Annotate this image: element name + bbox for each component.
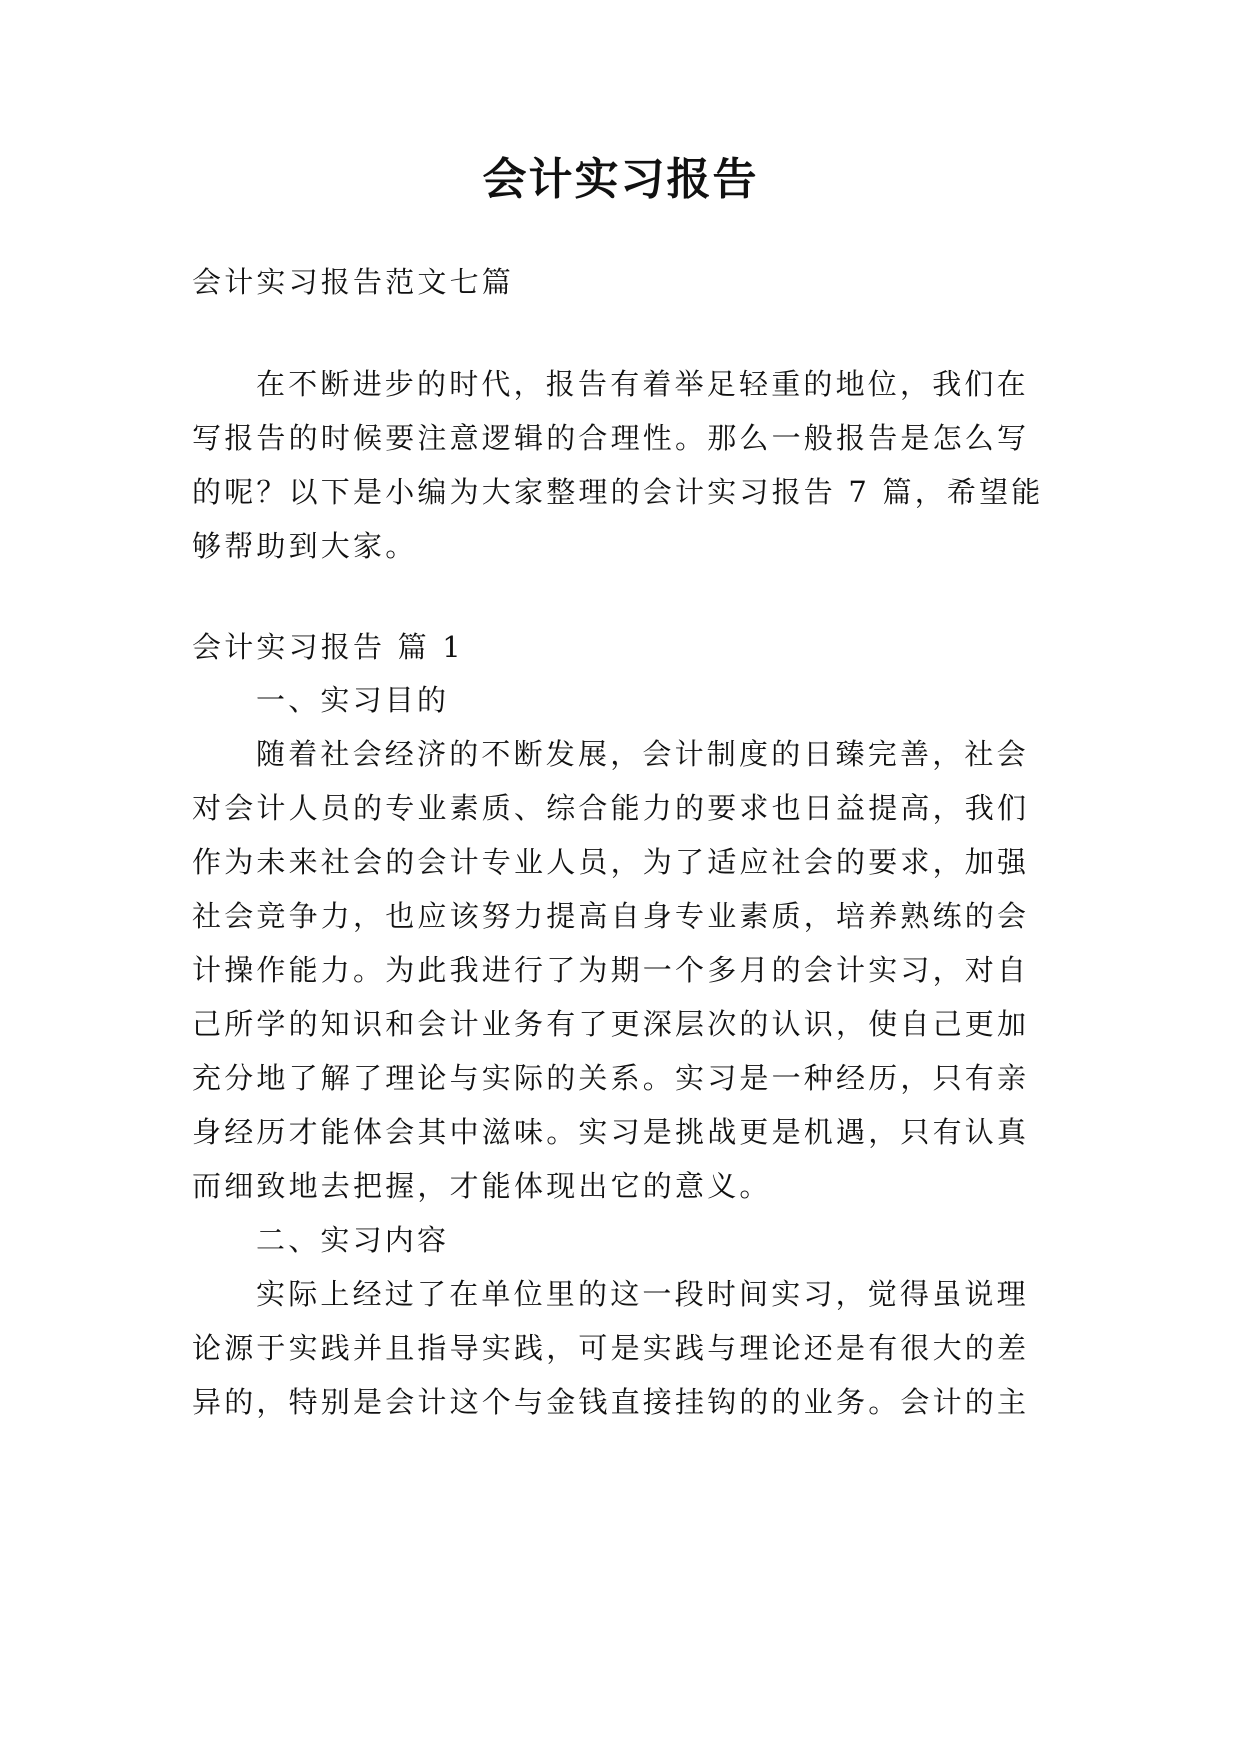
purpose-line: 计操作能力。为此我进行了为期一个多月的会计实习，对自 [192, 953, 1030, 987]
content-line: 实际上经过了在单位里的这一段时间实习，觉得虽说理 [256, 1277, 1029, 1311]
intro-line: 在不断进步的时代，报告有着举足轻重的地位，我们在 [256, 367, 1029, 401]
purpose-line: 身经历才能体会其中滋味。实习是挑战更是机遇，只有认真 [192, 1115, 1030, 1149]
purpose-line: 随着社会经济的不断发展，会计制度的日臻完善，社会 [256, 737, 1029, 771]
purpose-line: 作为未来社会的会计专业人员，为了适应社会的要求，加强 [192, 845, 1030, 879]
document-title: 会计实习报告 [482, 154, 759, 205]
content-line: 论源于实践并且指导实践，可是实践与理论还是有很大的差 [192, 1331, 1030, 1365]
content-line: 异的，特别是会计这个与金钱直接挂钩的的业务。会计的主 [192, 1385, 1030, 1419]
heading-content: 二、实习内容 [256, 1223, 450, 1257]
purpose-line: 充分地了解了理论与实际的关系。实习是一种经历，只有亲 [192, 1061, 1030, 1095]
section-title: 会计实习报告 篇 1 [192, 630, 464, 664]
intro-line: 够帮助到大家。 [192, 529, 418, 563]
subtitle: 会计实习报告范文七篇 [192, 265, 515, 299]
purpose-line: 对会计人员的专业素质、综合能力的要求也日益提高，我们 [192, 791, 1030, 825]
purpose-line: 己所学的知识和会计业务有了更深层次的认识，使自己更加 [192, 1007, 1030, 1041]
purpose-line: 而细致地去把握，才能体现出它的意义。 [192, 1169, 772, 1203]
purpose-line: 社会竞争力，也应该努力提高自身专业素质，培养熟练的会 [192, 899, 1030, 933]
heading-purpose: 一、实习目的 [256, 683, 450, 717]
intro-line: 的呢？以下是小编为大家整理的会计实习报告 7 篇，希望能 [192, 475, 1044, 509]
intro-line: 写报告的时候要注意逻辑的合理性。那么一般报告是怎么写 [192, 421, 1030, 455]
